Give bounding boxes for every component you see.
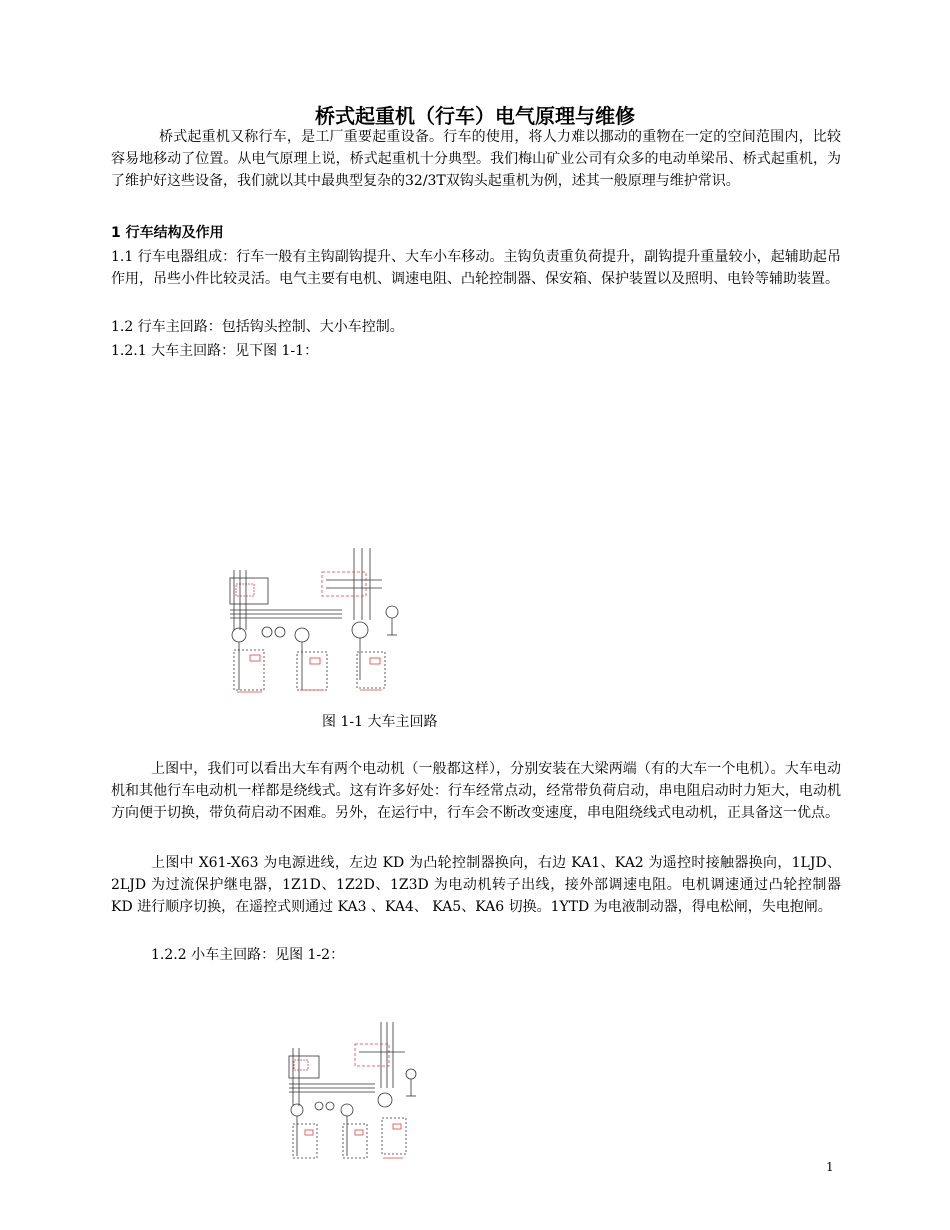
section-1-2-line: 1.2 行车主回路：包括钩头控制、大小车控制。: [111, 319, 404, 335]
circuit-paragraph: 上图中 X61-X63 为电源进线，左边 KD 为凸轮控制器换向，右边 KA1、KA2 为遥控时接触器换向，1LJD、2LJD 为过流保护继电器，1Z1D、1Z2D、1Z3D 为电动机转子出线，接外部调速电阻。电机调速通过凸轮控制器 KD 进行顺序切换，在遥控式则通过 KA3 、KA4、 KA5、KA6 切换。1YTD 为电液制动器，得电松闸，失电抱闸。: [111, 855, 841, 915]
section-1-heading: 1 行车结构及作用: [111, 225, 224, 241]
section-1-1-paragraph: 1.1 行车电器组成：行车一般有主钩副钩提升、大车小车移动。主钩负责重负荷提升，副钩提升重量较小，起辅助起吊作用，吊些小件比较灵活。电气主要有电机、调速电阻、凸轮控制器、保安箱、保护装置以及照明、电铃等辅助装置。: [111, 249, 841, 287]
figure-1-2-circuit-diagram: [285, 1018, 425, 1163]
page-number: 1: [826, 1160, 834, 1174]
figure-1-1-circuit-diagram: [222, 540, 412, 700]
figure-1-1-caption: 图 1-1 大车主回路: [322, 714, 438, 730]
intro-paragraph: 桥式起重机又称行车，是工厂重要起重设备。行车的使用，将人力难以挪动的重物在一定的空间范围内，比较容易地移动了位置。从电气原理上说，桥式起重机十分典型。我们梅山矿业公司有众多的电动单梁吊、桥式起重机，为了维护好这些设备，我们就以其中最典型复杂的32/3T双钩头起重机为例，述其一般原理与维护常识。: [111, 129, 841, 189]
section-1-2-2-line: 1.2.2 小车主回路：见图 1-2：: [151, 947, 345, 963]
motor-paragraph: 上图中，我们可以看出大车有两个电动机（一般都这样），分别安装在大梁两端（有的大车一个电机）。大车电动机和其他行车电动机一样都是绕线式。这有许多好处：行车经常点动，经常带负荷启动，串电阻启动时力矩大，电动机方向便于切换，带负荷启动不困难。另外，在运行中，行车会不断改变速度，串电阻绕线式电动机，正具备这一优点。: [111, 761, 841, 821]
page-title: 桥式起重机（行车）电气原理与维修: [315, 104, 635, 128]
section-1-2-1-line: 1.2.1 大车主回路：见下图 1-1：: [111, 343, 319, 359]
